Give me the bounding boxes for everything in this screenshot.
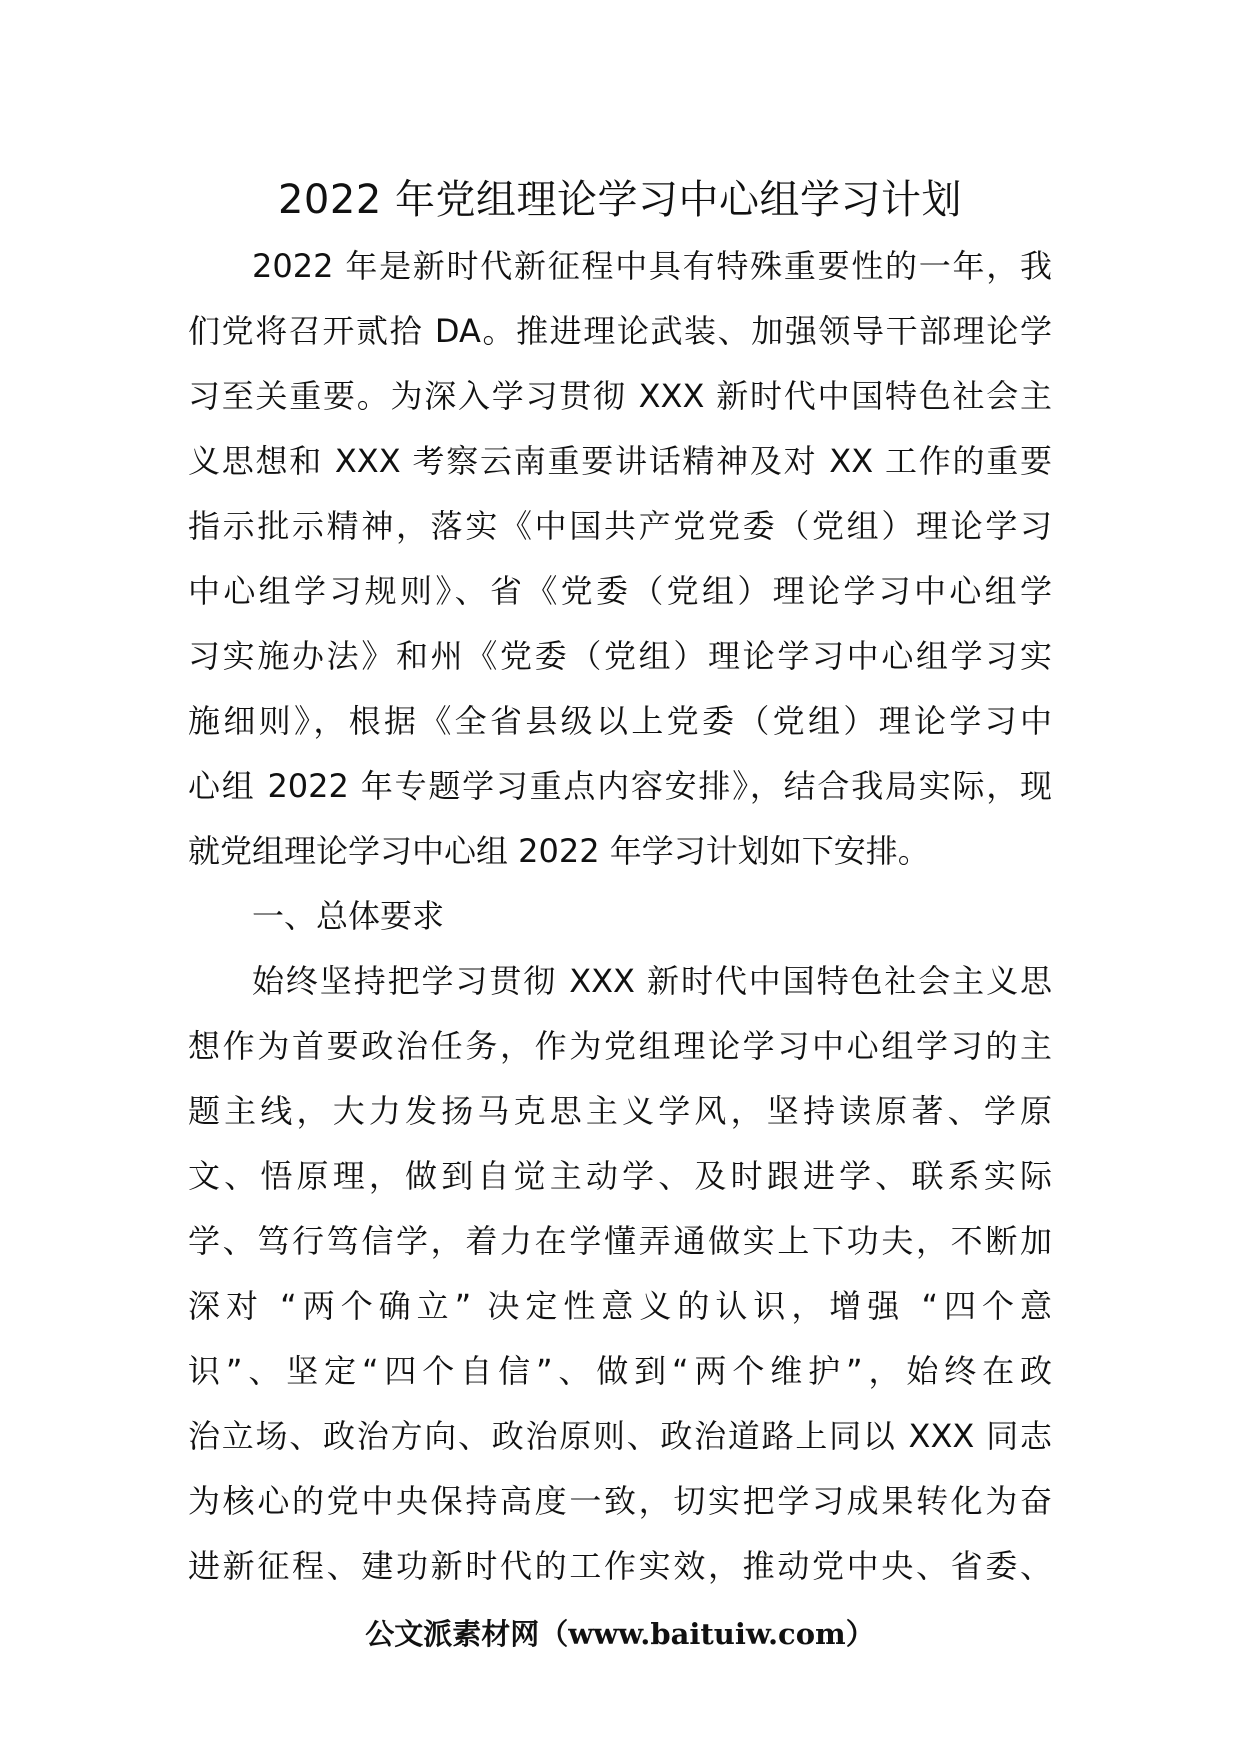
paragraph-2-line-5: 学、笃行笃信学，着力在学懂弄通做实上下功夫，不断加 [188, 1222, 1052, 1260]
paragraph-1-line-8: 施细则》，根据《全省县级以上党委（党组）理论学习中 [188, 702, 1052, 740]
paragraph-1-line-6: 中心组学习规则》、省《党委（党组）理论学习中心组学 [188, 572, 1052, 610]
paragraph-1-line-4: 义思想和 XXX 考察云南重要讲话精神及对 XX 工作的重要 [188, 442, 1052, 480]
paragraph-1-line-1: 2022 年是新时代新征程中具有特殊重要性的一年，我 [252, 247, 1052, 285]
paragraph-2-line-8: 治立场、政治方向、政治原则、政治道路上同以 XXX 同志 [188, 1417, 1052, 1455]
paragraph-1-line-3: 习至关重要。为深入学习贯彻 XXX 新时代中国特色社会主 [188, 377, 1052, 415]
paragraph-1-line-9: 心组 2022 年专题学习重点内容安排》，结合我局实际，现 [188, 767, 1052, 805]
paragraph-2-line-7: 识”、坚定“四个自信”、做到“两个维护”，始终在政 [188, 1352, 1052, 1390]
paragraph-2-line-1: 始终坚持把学习贯彻 XXX 新时代中国特色社会主义思 [252, 962, 1052, 1000]
paragraph-2-line-4: 文、悟原理，做到自觉主动学、及时跟进学、联系实际 [188, 1157, 1052, 1195]
paragraph-2-line-10: 进新征程、建功新时代的工作实效，推动党中央、省委、 [188, 1547, 1052, 1585]
paragraph-2-line-3: 题主线，大力发扬马克思主义学风，坚持读原著、学原 [188, 1092, 1052, 1130]
document-body [188, 234, 1052, 1599]
document-title: 2022 年党组理论学习中心组学习计划 [277, 177, 962, 223]
paragraph-2-line-9: 为核心的党中央保持高度一致，切实把学习成果转化为奋 [188, 1482, 1052, 1520]
section-heading-overall-requirements: 一、总体要求 [252, 897, 445, 935]
paragraph-1-line-7: 习实施办法》和州《党委（党组）理论学习中心组学习实 [188, 637, 1052, 675]
paragraph-2-line-2: 想作为首要政治任务，作为党组理论学习中心组学习的主 [188, 1027, 1052, 1065]
paragraph-1-line-5: 指示批示精神，落实《中国共产党党委（党组）理论学习 [188, 507, 1052, 545]
paragraph-1-line-10: 就党组理论学习中心组 2022 年学习计划如下安排。 [188, 832, 930, 870]
footer-watermark-text: 公文派素材网（www.baituiw.com） [365, 1617, 875, 1651]
paragraph-1-line-2: 们党将召开贰拾 DA。推进理论武装、加强领导干部理论学 [188, 312, 1052, 350]
paragraph-2-line-6: 深对 “两个确立” 决定性意义的认识，增强 “四个意 [188, 1287, 1052, 1325]
